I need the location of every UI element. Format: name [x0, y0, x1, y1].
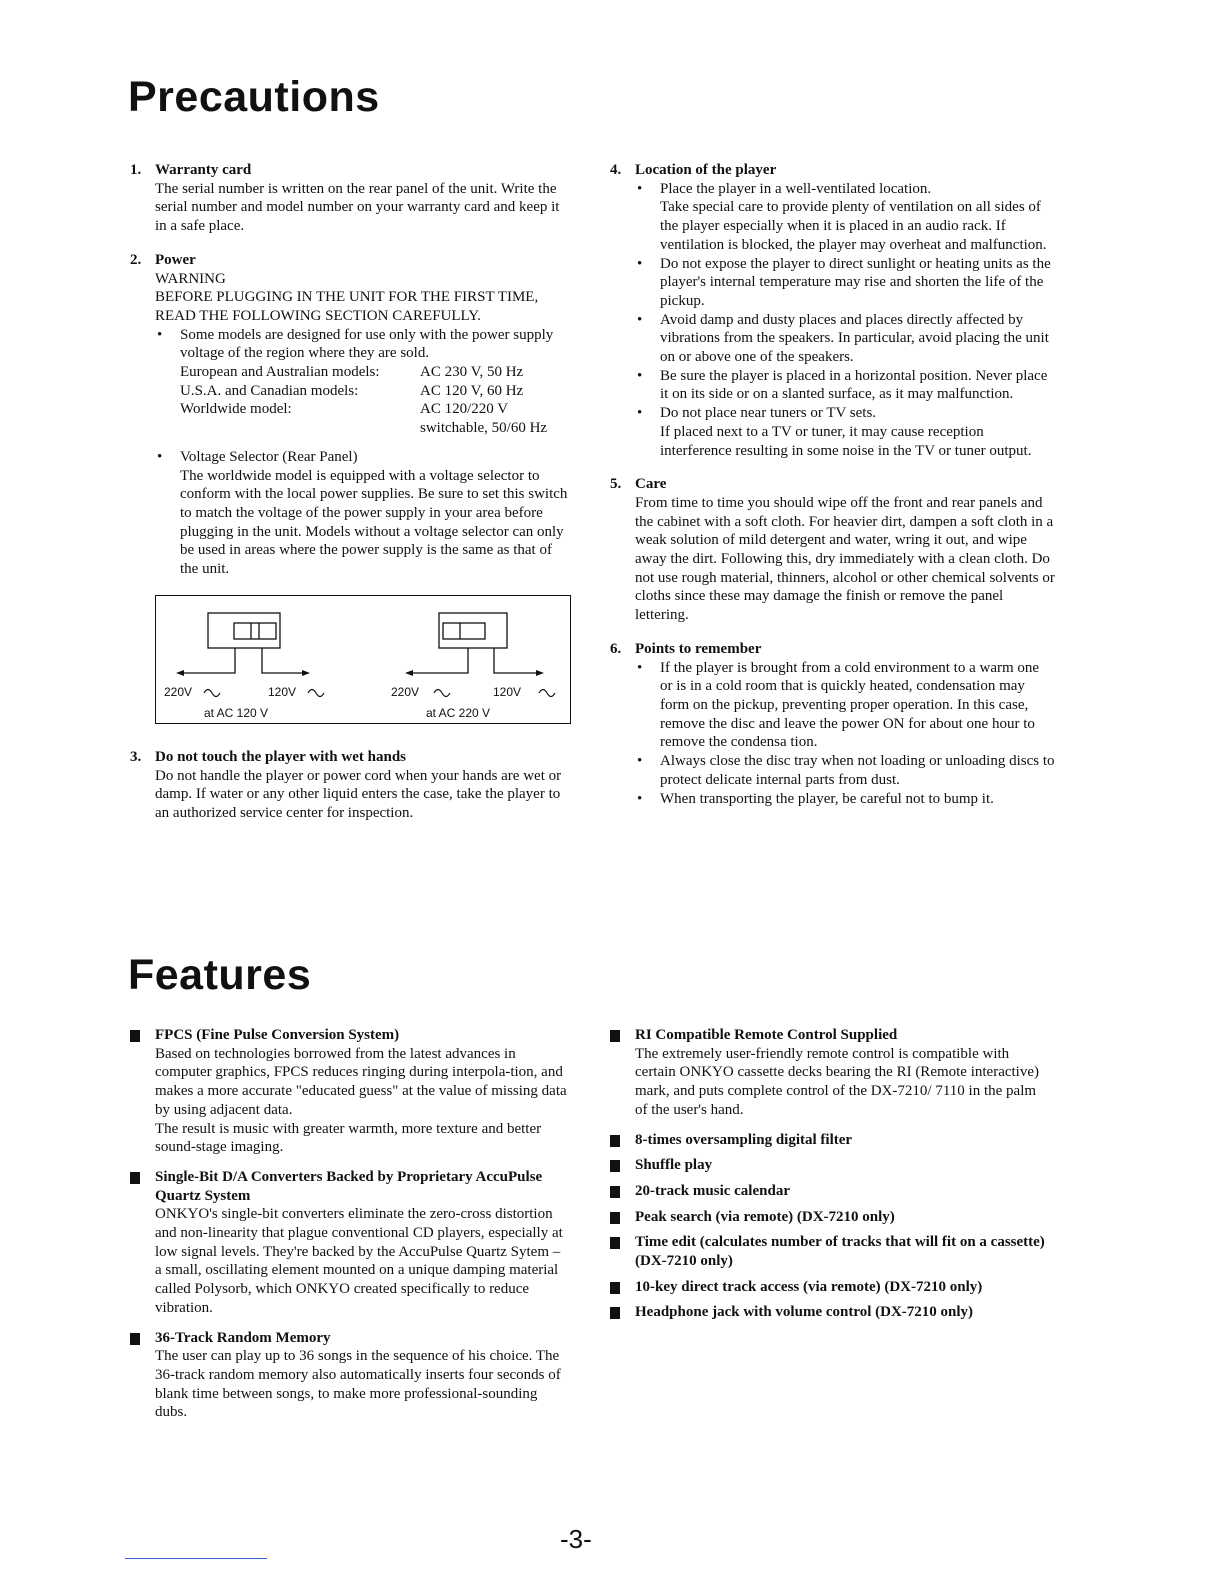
feature-title: 8-times oversampling digital filter	[635, 1131, 853, 1148]
feature-item	[610, 1208, 1050, 1227]
item-title: Care	[635, 476, 667, 493]
feature-item	[610, 1278, 1050, 1297]
item-number: 4.	[610, 162, 622, 178]
feature-item	[610, 1303, 1050, 1322]
bullet-square-icon	[610, 1282, 620, 1294]
bullet-text: • Do not expose the player to direct sunlight or heating units as the player's internal temperature may rise and shorten the life of the pickup.	[660, 255, 1051, 309]
precaution-item	[610, 475, 1055, 625]
caption-ac120: at AC 120 V	[204, 706, 269, 720]
bullet-square-icon	[130, 1333, 140, 1345]
bullet-text: • Be sure the player is placed in a horizontal position. Never place it on its side or on a slanted surface, as it may malfunction.	[660, 367, 1048, 403]
bullet-text: • If the player is brought from a cold environment to a warm one or is in a cold room that is quickly heated, condensation may form on the pickup, preventing proper operation. In this case, remove the disc and leave the power ON for about one hour to remove the condensa tion.	[660, 659, 1040, 751]
precautions-item-3	[130, 748, 570, 838]
item-text: Do not handle the player or power cord when your hands are wet or damp. If water or any other liquid enters the case, take the player to an authorized service center for inspection.	[155, 767, 562, 822]
precautions-right-column	[610, 161, 1055, 823]
bullet-item	[635, 311, 1055, 367]
bullet-square-icon	[610, 1212, 620, 1224]
feature-item	[610, 1233, 1050, 1270]
voltage-cell: AC 120 V, 60 Hz	[420, 382, 524, 399]
page-number: -3-	[560, 1524, 592, 1554]
precaution-item	[130, 161, 570, 236]
item-title: Location of the player	[635, 162, 777, 178]
footer-rule	[125, 1558, 267, 1559]
bullet-text: • When transporting the player, be careful not to bump it.	[660, 790, 994, 807]
bullet-square-icon	[130, 1172, 140, 1184]
item-number: 3.	[130, 749, 142, 765]
feature-title: 36-Track Random Memory	[155, 1329, 331, 1346]
feature-text: The user can play up to 36 songs in the sequence of his choice. The 36-track random memory also automatically inserts four seconds of blank time between songs, to make more professional-sounding dubs.	[155, 1348, 561, 1421]
bullet-text: • Avoid damp and dusty places and places directly affected by vibrations from the speakers. In particular, avoid placing the unit on or above one of the speakers.	[660, 311, 1049, 366]
feature-text: ONKYO's single-bit converters eliminate the zero-cross distortion and non-linearity that plague conventional CD players, especially at low signal levels. They're backed by the AccuPulse Quartz Sytem – a small, oscillating element mounted on a unique damping material called Polysorb, which ONKYO created specifically to reduce vibration.	[155, 1206, 563, 1316]
bullet-item	[155, 448, 570, 579]
bullet-square-icon	[610, 1186, 620, 1198]
feature-title: Headphone jack with volume control (DX-7210 only)	[635, 1304, 974, 1321]
bullet-item	[635, 367, 1055, 404]
voltage-cell	[180, 419, 420, 438]
item-title: Power	[155, 251, 196, 268]
feature-title: Shuffle play	[635, 1157, 713, 1174]
item-number: 5.	[610, 476, 622, 493]
precaution-item	[130, 251, 570, 579]
bullet-item	[155, 326, 570, 438]
features-right-column	[610, 1026, 1050, 1329]
feature-text: The extremely user-friendly remote control is compatible with certain ONKYO cassette decks bearing the RI (Remote interactive) mark, and puts complete control of the DX-7210/ 7110 in the palm of the user's hand.	[635, 1045, 1040, 1118]
feature-item	[130, 1026, 570, 1157]
bullet-item	[635, 255, 1055, 311]
feature-title: Single-Bit D/A Converters Backed by Proprietary AccuPulse Quartz System	[155, 1168, 543, 1204]
feature-item	[610, 1131, 1050, 1150]
bullet-square-icon	[130, 1030, 140, 1042]
feature-item	[130, 1329, 570, 1423]
voltage-cell: U.S.A. and Canadian models:	[180, 382, 359, 399]
bullet-item	[635, 180, 1055, 255]
feature-item	[610, 1182, 1050, 1201]
precaution-item	[610, 640, 1055, 808]
feature-title: 20-track music calendar	[635, 1182, 790, 1199]
item-title: Points to remember	[635, 640, 762, 657]
feature-title: FPCS (Fine Pulse Conversion System)	[155, 1027, 400, 1043]
voltage-cell: switchable, 50/60 Hz	[420, 420, 548, 437]
feature-title: Time edit (calculates number of tracks that will fit on a cassette) (DX-7210 only)	[635, 1234, 1045, 1270]
bullet-item	[635, 404, 1055, 460]
bullet-text: • Voltage Selector (Rear Panel) The worldwide model is equipped with a voltage selector to conform with the local power supplies. Be sure to set this switch to match the voltage of the power supply in your area before plugging in the unit. Models without a voltage selector can only be used in areas where the power supply is the same as that of the unit.	[180, 448, 568, 578]
bullet-text: • Place the player in a well-ventilated location. Take special care to provide plenty of ventilation on all sides of the player especially when it is placed in an audio rack. If ventilation is blocked, the player may overheat and malfunction.	[660, 180, 1047, 253]
features-left-column	[130, 1026, 570, 1433]
voltage-cell: European and Australian models:	[180, 364, 380, 381]
label-220v: 220V	[391, 685, 420, 699]
bullet-square-icon	[610, 1237, 620, 1249]
item-number: 1.	[130, 162, 142, 178]
feature-item	[130, 1168, 570, 1318]
bullet-square-icon	[610, 1030, 620, 1042]
item-title: Do not touch the player with wet hands	[155, 749, 406, 765]
voltage-cell: AC 230 V, 50 Hz	[420, 364, 524, 381]
item-number: 6.	[610, 640, 622, 657]
bullet-item	[635, 790, 1055, 809]
precaution-item	[130, 748, 570, 823]
bullet-square-icon	[610, 1307, 620, 1319]
precautions-left-column	[130, 161, 570, 594]
bullet-item	[635, 752, 1055, 789]
precaution-item	[610, 161, 1055, 460]
feature-title: Peak search (via remote) (DX-7210 only)	[635, 1208, 895, 1225]
item-text: From time to time you should wipe off the front and rear panels and the cabinet with a soft cloth. For heavier dirt, dampen a soft cloth in a weak solution of mild detergent and water, wring it out, and wipe away the dirt. Following this, dry immediately with a clean cloth. Do not use rough material, thinners, alcohol or other chemical solvents or cloths since these may damage the finish or remove the panel lettering.	[635, 494, 1055, 624]
feature-text: Based on technologies borrowed from the latest advances in computer graphics, FPCS reduces ringing during interpola-tion, and makes a more accurate "educated guess" at the value of missing data by using adjacent data. The result is music with greater warmth, more texture and better sound-stage imaging.	[155, 1045, 567, 1156]
feature-title: 10-key direct track access (via remote) (DX-7210 only)	[635, 1278, 983, 1295]
item-number: 2.	[130, 251, 142, 268]
feature-title: RI Compatible Remote Control Supplied	[635, 1027, 898, 1043]
label-120v: 120V	[268, 685, 297, 699]
item-text: WARNING	[155, 270, 226, 287]
bullet-text: • Do not place near tuners or TV sets. If placed next to a TV or tuner, it may cause reception interference resulting in some noise in the TV or tuner output.	[660, 405, 1032, 459]
feature-item	[610, 1156, 1050, 1175]
bullet-text: • Some models are designed for use only with the power supply voltage of the region where they are sold.	[180, 326, 554, 362]
precautions-heading: Precautions	[128, 73, 380, 121]
voltage-selector-diagram	[155, 595, 571, 724]
voltage-cell: Worldwide model:	[180, 401, 292, 418]
caption-ac220: at AC 220 V	[426, 706, 491, 720]
features-heading: Features	[128, 951, 312, 999]
bullet-square-icon	[610, 1160, 620, 1172]
label-220v: 220V	[164, 685, 193, 699]
label-120v: 120V	[493, 685, 522, 699]
item-text: The serial number is written on the rear panel of the unit. Write the serial number and model number on your warranty card and keep it in a safe place.	[155, 180, 560, 235]
item-title: Warranty card	[155, 162, 252, 178]
bullet-item	[635, 659, 1055, 753]
bullet-text: • Always close the disc tray when not loading or unloading discs to protect delicate internal parts from dust.	[660, 753, 1055, 788]
bullet-square-icon	[610, 1135, 620, 1147]
feature-item	[610, 1026, 1050, 1120]
voltage-cell: AC 120/220 V	[420, 401, 509, 418]
item-text: BEFORE PLUGGING IN THE UNIT FOR THE FIRST TIME, READ THE FOLLOWING SECTION CAREFULLY.	[155, 289, 539, 324]
voltage-table	[180, 363, 570, 438]
